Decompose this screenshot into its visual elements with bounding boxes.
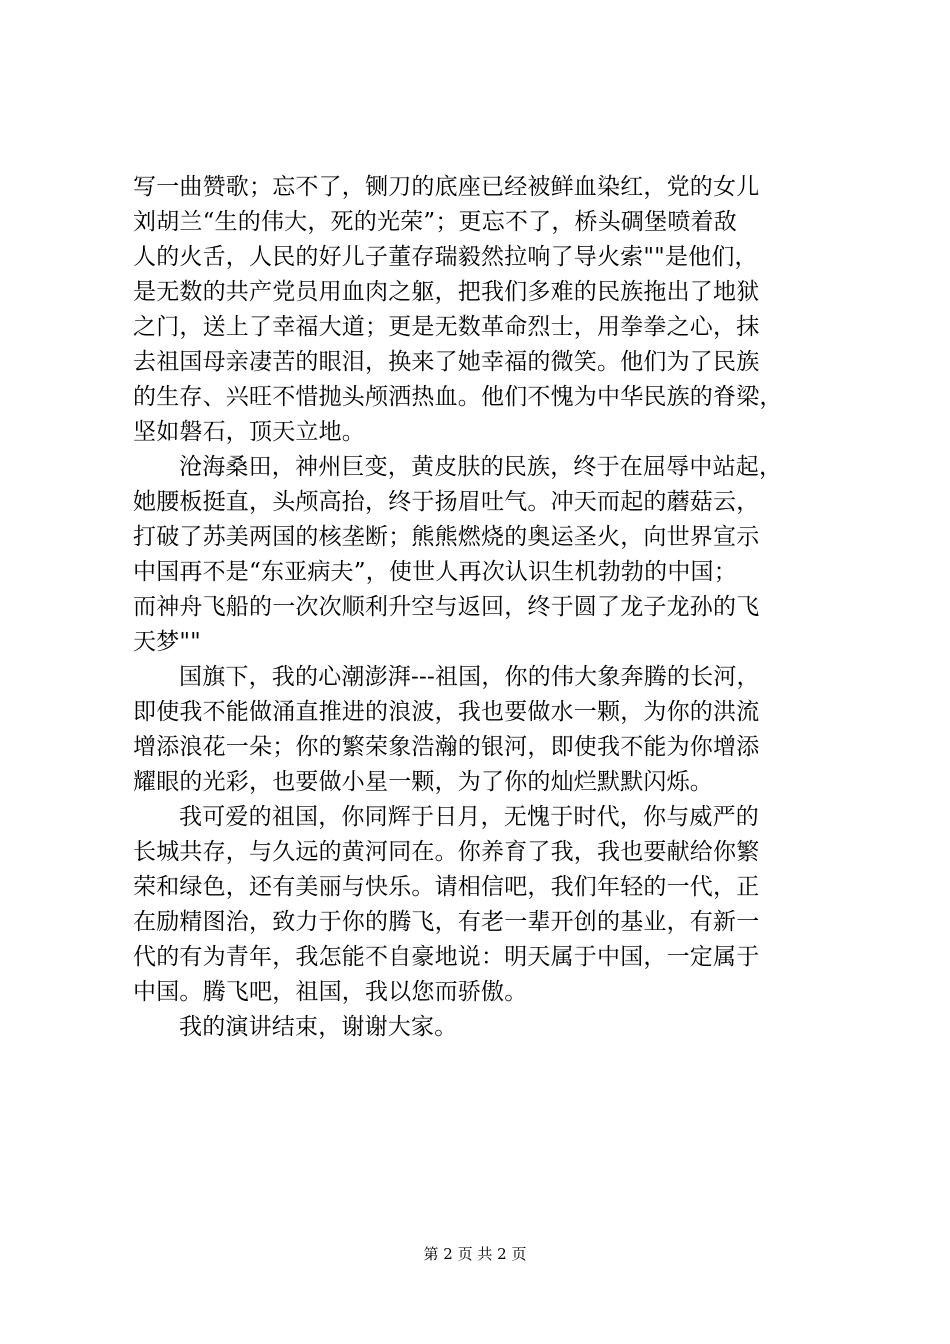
text-line: 写一曲赞歌；忘不了，铡刀的底座已经被鲜血染红，党的女儿	[133, 174, 760, 200]
text-line: 而神舟飞船的一次次顺利升空与返回，终于圆了龙子龙孙的飞	[133, 594, 760, 620]
text-line: 在励精图治，致力于你的腾飞，有老一辈开创的基业，有新一	[133, 909, 760, 935]
paragraph-first-line: 国旗下，我的心潮澎湃---祖国，你的伟大象奔腾的长河，	[179, 664, 760, 690]
page-footer	[0, 1244, 950, 1264]
text-line: 中国再不是“东亚病夫”，使世人再次认识生机勃勃的中国；	[133, 559, 737, 585]
text-line: 荣和绿色，还有美丽与快乐。请相信吧，我们年轻的一代，正	[133, 874, 760, 900]
text-line: 长城共存，与久远的黄河同在。你养育了我，我也要献给你繁	[133, 839, 760, 865]
speech-body	[133, 170, 833, 1045]
text-line: 去祖国母亲凄苦的眼泪，换来了她幸福的微笑。他们为了民族	[133, 349, 760, 375]
page-number: 第 2 页 共 2 页	[423, 1245, 527, 1263]
text-line: 人的火舌，人民的好儿子董存瑞毅然拉响了导火索""是他们，	[133, 244, 758, 270]
text-line: 耀眼的光彩，也要做小星一颗，为了你的灿烂默默闪烁。	[133, 769, 713, 795]
text-line: 的生存、兴旺不惜抛头颅洒热血。他们不愧为中华民族的脊梁，	[133, 384, 783, 410]
text-line: 打破了苏美两国的核垄断；熊熊燃烧的奥运圣火，向世界宣示	[133, 524, 760, 550]
text-line: 刘胡兰“生的伟大，死的光荣”；更忘不了，桥头碉堡喷着敌	[133, 209, 737, 235]
text-line: 之门，送上了幸福大道；更是无数革命烈士，用拳拳之心，抹	[133, 314, 760, 340]
text-line: 代的有为青年，我怎能不自豪地说：明天属于中国，一定属于	[133, 944, 760, 970]
paragraph-first-line: 沧海桑田，神州巨变，黄皮肤的民族，终于在屈辱中站起，	[179, 454, 783, 480]
text-line: 中国。腾飞吧，祖国，我以您而骄傲。	[133, 979, 528, 1005]
text-line: 天梦""	[133, 629, 201, 655]
text-line: 她腰板挺直，头颅高抬，终于扬眉吐气。冲天而起的蘑菇云，	[133, 489, 760, 515]
paragraph-first-line: 我的演讲结束，谢谢大家。	[179, 1014, 458, 1040]
text-line: 坚如磐石，顶天立地。	[133, 419, 365, 445]
text-line: 增添浪花一朵；你的繁荣象浩瀚的银河，即使我不能为你增添	[133, 734, 760, 760]
text-line: 是无数的共产党员用血肉之躯，把我们多难的民族拖出了地狱	[133, 279, 760, 305]
text-line: 即使我不能做涌直推进的浪波，我也要做水一颗，为你的洪流	[133, 699, 760, 725]
paragraph-first-line: 我可爱的祖国，你同辉于日月，无愧于时代，你与威严的	[179, 804, 759, 830]
